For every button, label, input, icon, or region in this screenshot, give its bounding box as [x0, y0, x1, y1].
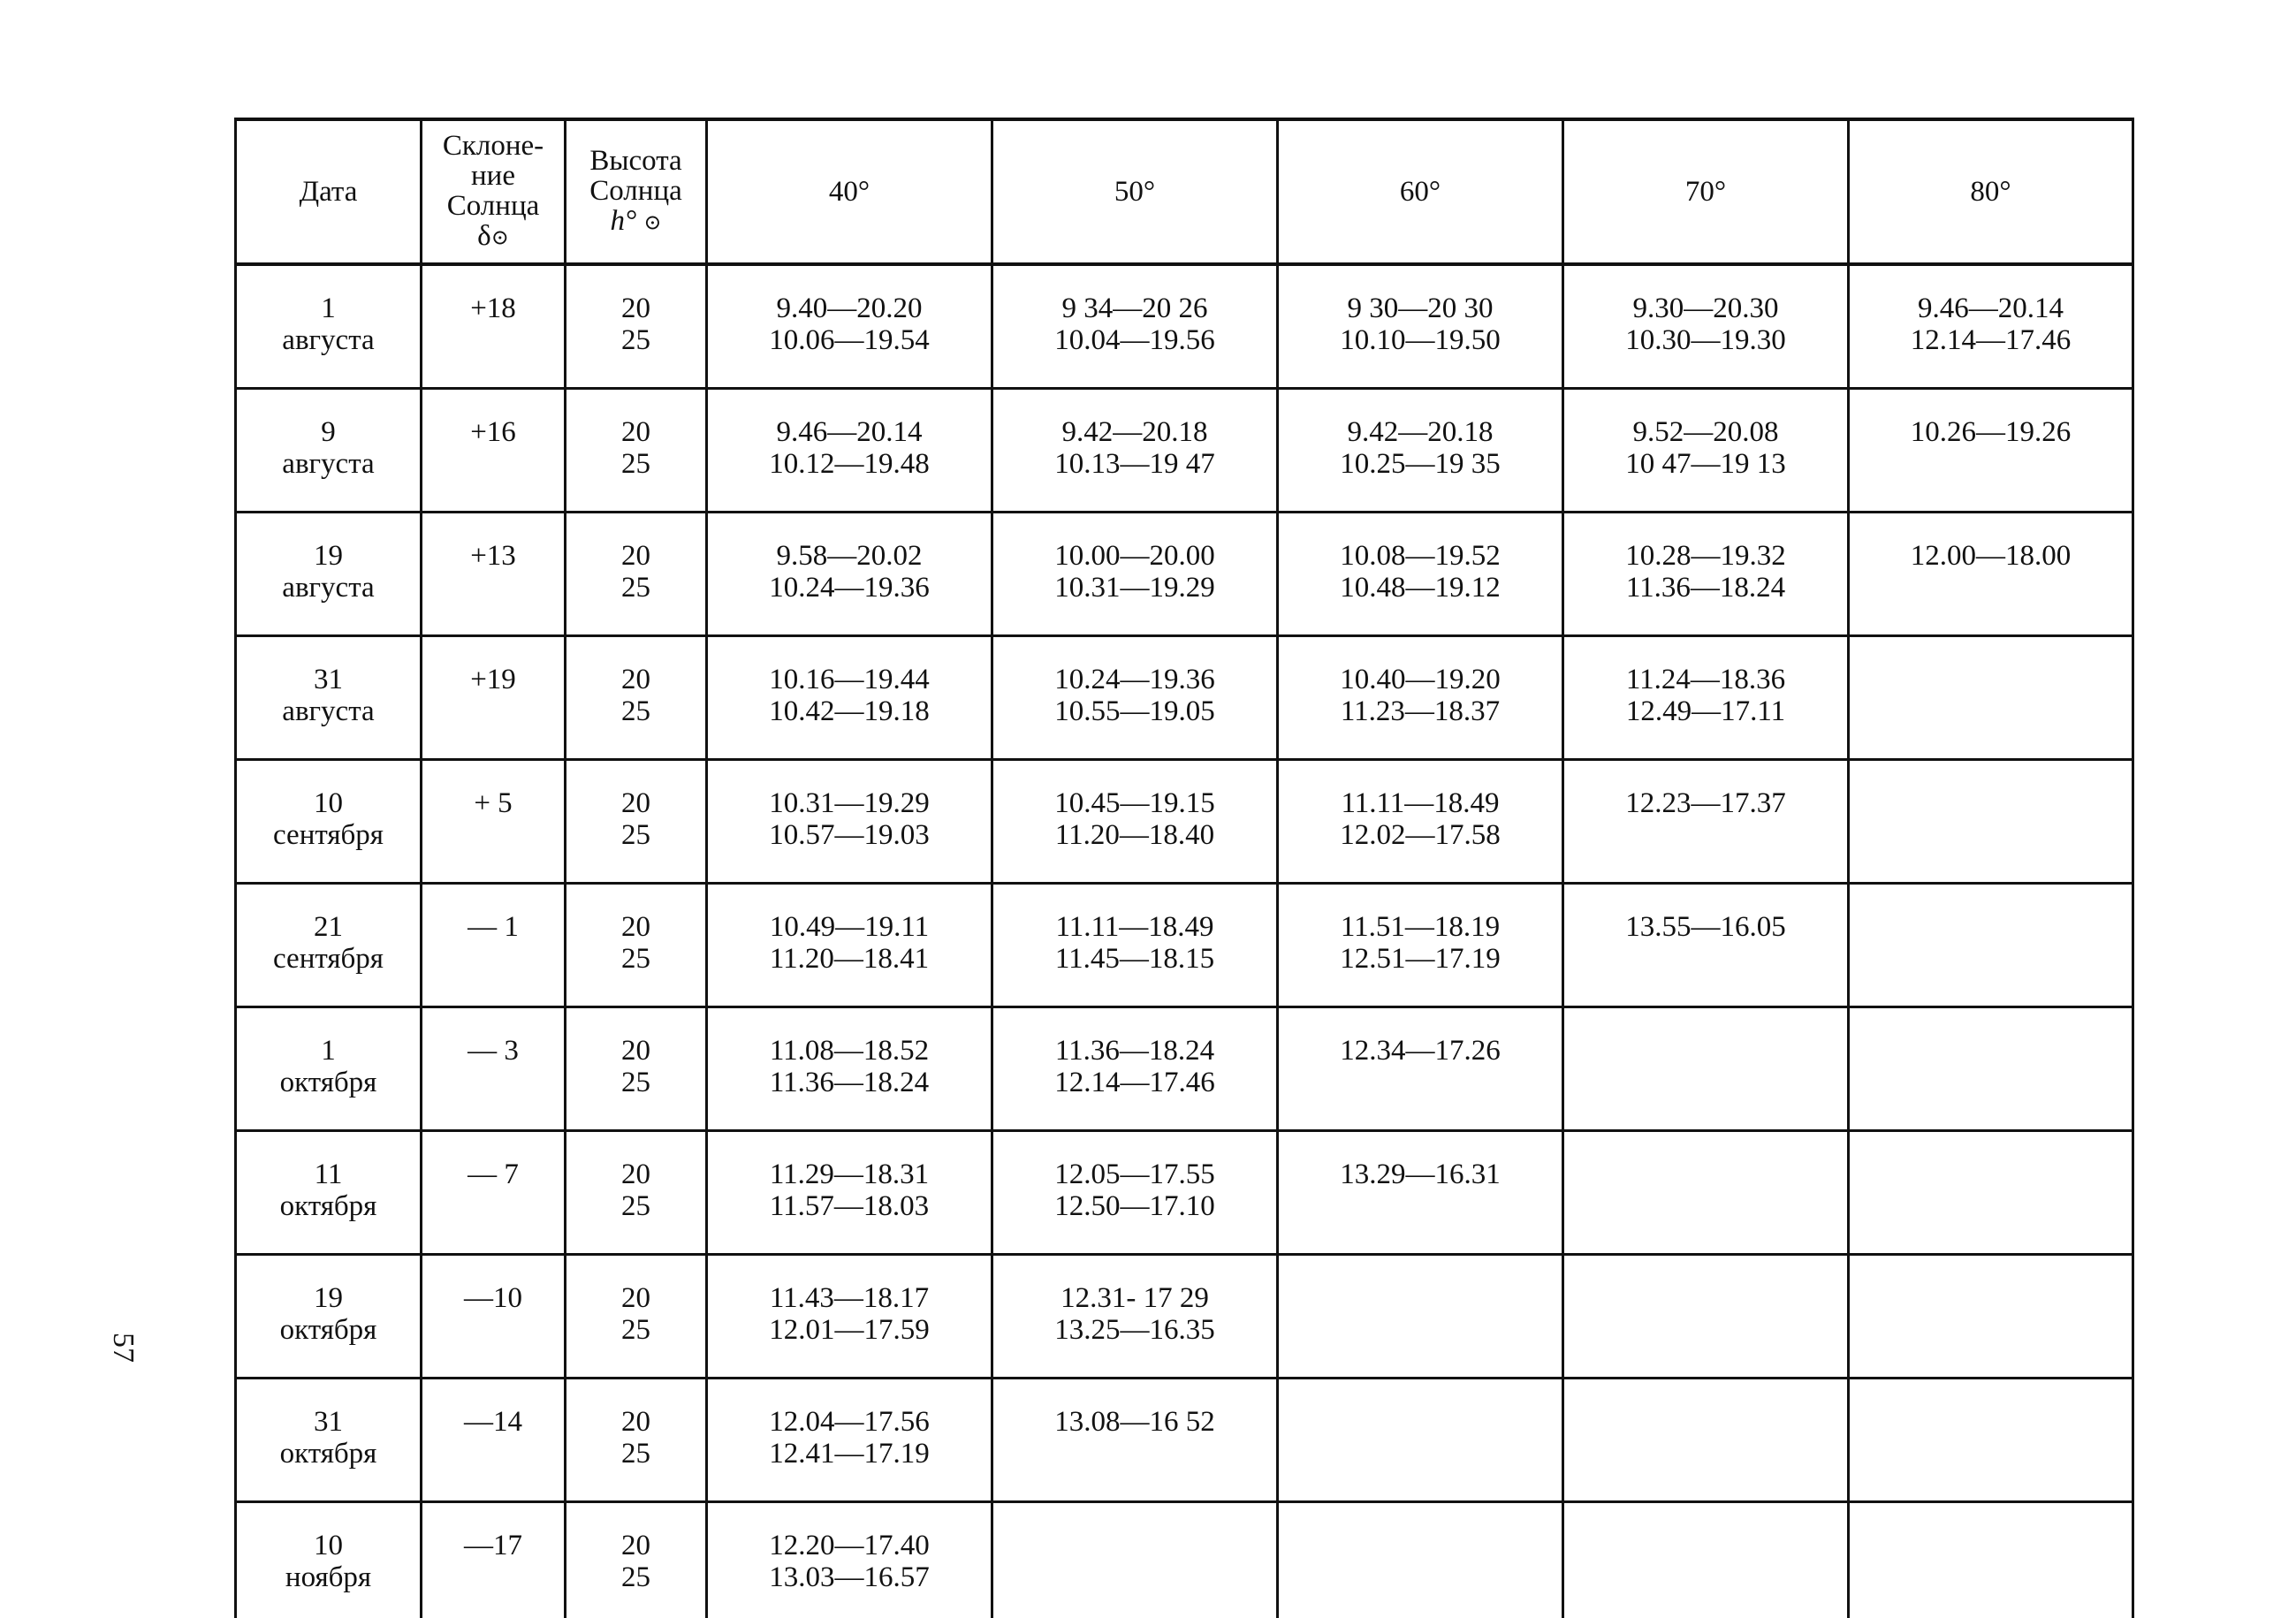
time-range-cell	[707, 513, 992, 636]
sun-height-cell	[566, 1502, 707, 1618]
time-range-cell	[1278, 513, 1563, 636]
time-range-cell	[1849, 636, 2133, 760]
time-range-cell	[1849, 884, 2133, 1007]
page-number: 57	[106, 1333, 140, 1363]
time-range-cell-line: 9.30—20.30	[1564, 292, 1847, 324]
time-range-cell-line: 10.26—19.26	[1850, 416, 2132, 448]
time-range-cell	[992, 1255, 1278, 1379]
header-declination	[422, 119, 566, 264]
date-cell-line: 31	[237, 664, 420, 695]
header-date	[236, 119, 422, 264]
time-range-cell-line: 11.57—18.03	[708, 1190, 991, 1222]
date-cell-line: октября	[237, 1067, 420, 1098]
sun-height-cell-line: 20	[566, 1530, 705, 1561]
time-range-cell-line: 12.41—17.19	[708, 1438, 991, 1470]
time-range-cell-line: 10.31—19.29	[993, 572, 1276, 604]
declination-cell-line: — 1	[422, 911, 564, 943]
table-row	[236, 1255, 2133, 1379]
time-range-cell-line: 12.20—17.40	[708, 1530, 991, 1561]
date-cell-line: октября	[237, 1314, 420, 1346]
table-row	[236, 1502, 2133, 1618]
table-row	[236, 264, 2133, 389]
date-cell-line: октября	[237, 1438, 420, 1470]
time-range-cell	[992, 1502, 1278, 1618]
sun-symbol: ⊙	[491, 226, 509, 249]
time-range-cell-line: 11.51—18.19	[1279, 911, 1562, 943]
time-range-cell	[1563, 636, 1849, 760]
date-cell	[236, 760, 422, 884]
time-range-cell	[1278, 884, 1563, 1007]
time-range-cell	[1849, 1007, 2133, 1131]
table-row	[236, 760, 2133, 884]
time-range-cell-line: 11.20—18.40	[993, 819, 1276, 851]
time-range-cell-line: 12.50—17.10	[993, 1190, 1276, 1222]
time-range-cell-line: 10.24—19.36	[708, 572, 991, 604]
time-range-cell-line: 9.58—20.02	[708, 540, 991, 572]
time-range-cell	[1563, 1255, 1849, 1379]
declination-symbol: δ	[477, 220, 491, 252]
time-range-cell-line: 12.14—17.46	[993, 1067, 1276, 1098]
sun-height-cell-line: 25	[566, 1190, 705, 1222]
time-range-cell	[707, 1131, 992, 1255]
time-range-cell-line: 11.08—18.52	[708, 1035, 991, 1067]
time-range-cell-line: 12.05—17.55	[993, 1158, 1276, 1190]
time-range-cell	[1278, 1131, 1563, 1255]
time-range-cell	[1563, 760, 1849, 884]
time-range-cell-line: 9.42—20.18	[993, 416, 1276, 448]
time-range-cell	[992, 1131, 1278, 1255]
time-range-cell-line: 12.02—17.58	[1279, 819, 1562, 851]
sun-height-cell-line: 25	[566, 448, 705, 480]
sun-height-cell-line: 20	[566, 1035, 705, 1067]
sun-height-cell	[566, 1255, 707, 1379]
time-range-cell	[707, 760, 992, 884]
sun-height-cell-line: 25	[566, 1561, 705, 1593]
time-range-cell-line: 12.34—17.26	[1279, 1035, 1562, 1067]
sun-height-cell-line: 20	[566, 664, 705, 695]
time-range-cell-line: 12.51—17.19	[1279, 943, 1562, 975]
sun-height-cell	[566, 636, 707, 760]
time-range-cell-line: 11.24—18.36	[1564, 664, 1847, 695]
date-cell-line: 10	[237, 787, 420, 819]
sun-height-cell	[566, 389, 707, 513]
sun-height-cell-line: 20	[566, 1158, 705, 1190]
header-row	[236, 119, 2133, 264]
declination-cell-line: — 7	[422, 1158, 564, 1190]
sun-height-cell-line: 25	[566, 943, 705, 975]
sun-height-cell-line: 20	[566, 1282, 705, 1314]
time-range-cell	[1849, 1502, 2133, 1618]
date-cell-line: октября	[237, 1190, 420, 1222]
declination-cell-line: — 3	[422, 1035, 564, 1067]
time-range-cell	[1563, 264, 1849, 389]
sun-height-cell	[566, 1131, 707, 1255]
sun-height-cell-line: 20	[566, 292, 705, 324]
sun-height-cell	[566, 513, 707, 636]
time-range-cell-line: 12.14—17.46	[1850, 324, 2132, 356]
time-range-cell	[1563, 1379, 1849, 1502]
sun-height-cell	[566, 264, 707, 389]
time-range-cell	[1849, 389, 2133, 513]
sun-height-cell-line: 25	[566, 1438, 705, 1470]
time-range-cell-line: 10.57—19.03	[708, 819, 991, 851]
sun-height-cell-line: 20	[566, 787, 705, 819]
header-sun-height	[566, 119, 707, 264]
header-latitude-80: 80°	[1849, 119, 2133, 264]
time-range-cell	[1563, 513, 1849, 636]
sun-height-cell-line: 25	[566, 819, 705, 851]
time-range-cell-line: 10.13—19 47	[993, 448, 1276, 480]
time-range-cell	[1563, 884, 1849, 1007]
time-range-cell	[1278, 264, 1563, 389]
time-range-cell-line: 13.55—16.05	[1564, 911, 1847, 943]
header-height-line-3	[566, 206, 705, 238]
time-range-cell-line: 12.31- 17 29	[993, 1282, 1276, 1314]
date-cell-line: августа	[237, 448, 420, 480]
time-range-cell-line: 11.11—18.49	[993, 911, 1276, 943]
sun-height-cell	[566, 1379, 707, 1502]
sun-height-cell-line: 25	[566, 1067, 705, 1098]
date-cell-line: 19	[237, 540, 420, 572]
time-range-cell-line: 13.29—16.31	[1279, 1158, 1562, 1190]
sun-height-cell-line: 20	[566, 416, 705, 448]
date-cell-line: 19	[237, 1282, 420, 1314]
time-range-cell	[1278, 760, 1563, 884]
date-cell	[236, 513, 422, 636]
time-range-cell	[1849, 264, 2133, 389]
header-latitude-50: 50°	[992, 119, 1278, 264]
declination-cell-line: —10	[422, 1282, 564, 1314]
date-cell-line: 9	[237, 416, 420, 448]
time-range-cell	[992, 1379, 1278, 1502]
sun-height-cell-line: 20	[566, 911, 705, 943]
declination-cell	[422, 760, 566, 884]
time-range-cell	[1849, 513, 2133, 636]
time-range-cell	[1849, 1255, 2133, 1379]
date-cell-line: 21	[237, 911, 420, 943]
time-range-cell-line: 10.28—19.32	[1564, 540, 1847, 572]
time-range-cell-line: 9 34—20 26	[993, 292, 1276, 324]
date-cell	[236, 1255, 422, 1379]
time-range-cell-line: 10.49—19.11	[708, 911, 991, 943]
time-range-cell-line: 13.08—16 52	[993, 1406, 1276, 1438]
time-range-cell-line: 11.45—18.15	[993, 943, 1276, 975]
time-range-cell-line: 10.08—19.52	[1279, 540, 1562, 572]
time-range-cell	[992, 636, 1278, 760]
date-cell	[236, 264, 422, 389]
time-range-cell-line: 11.36—18.24	[993, 1035, 1276, 1067]
table-row	[236, 1379, 2133, 1502]
time-range-cell-line: 10.31—19.29	[708, 787, 991, 819]
declination-cell-line: +18	[422, 292, 564, 324]
header-declination-line-3: Солнца	[422, 191, 564, 221]
table-row	[236, 513, 2133, 636]
date-cell-line: сентября	[237, 943, 420, 975]
time-range-cell	[992, 513, 1278, 636]
declination-cell-line: +19	[422, 664, 564, 695]
time-range-cell	[1278, 1502, 1563, 1618]
sun-height-cell	[566, 1007, 707, 1131]
time-range-cell-line: 12.01—17.59	[708, 1314, 991, 1346]
time-range-cell-line: 11.20—18.41	[708, 943, 991, 975]
declination-cell-line: + 5	[422, 787, 564, 819]
table-body	[236, 264, 2133, 1618]
time-range-cell-line: 13.25—16.35	[993, 1314, 1276, 1346]
time-range-cell	[1278, 389, 1563, 513]
time-range-cell-line: 9.46—20.14	[1850, 292, 2132, 324]
time-range-cell	[992, 1007, 1278, 1131]
header-declination-line-2: ние	[422, 161, 564, 191]
date-cell-line: августа	[237, 324, 420, 356]
time-range-cell-line: 10.48—19.12	[1279, 572, 1562, 604]
time-range-cell-line: 10.04—19.56	[993, 324, 1276, 356]
table-row	[236, 389, 2133, 513]
date-cell-line: ноября	[237, 1561, 420, 1593]
date-cell	[236, 1131, 422, 1255]
time-range-cell-line: 9.40—20.20	[708, 292, 991, 324]
header-height-line-2: Солнца	[566, 176, 705, 206]
date-cell	[236, 884, 422, 1007]
date-cell	[236, 636, 422, 760]
header-latitude-60: 60°	[1278, 119, 1563, 264]
date-cell-line: 11	[237, 1158, 420, 1190]
time-range-cell	[707, 389, 992, 513]
time-range-cell-line: 11.29—18.31	[708, 1158, 991, 1190]
time-range-cell-line: 12.49—17.11	[1564, 695, 1847, 727]
time-range-cell-line: 9 30—20 30	[1279, 292, 1562, 324]
time-range-cell-line: 10.42—19.18	[708, 695, 991, 727]
time-range-cell	[1278, 636, 1563, 760]
declination-cell-line: +13	[422, 540, 564, 572]
declination-cell	[422, 1131, 566, 1255]
sun-height-cell-line: 25	[566, 572, 705, 604]
header-latitude-70: 70°	[1563, 119, 1849, 264]
date-cell	[236, 1502, 422, 1618]
sun-height-cell-line: 25	[566, 324, 705, 356]
time-range-cell-line: 9.42—20.18	[1279, 416, 1562, 448]
declination-cell	[422, 1255, 566, 1379]
declination-cell	[422, 513, 566, 636]
time-range-cell-line: 10.25—19 35	[1279, 448, 1562, 480]
declination-cell-line: —14	[422, 1406, 564, 1438]
header-height-line-1: Высота	[566, 146, 705, 176]
time-range-cell	[707, 884, 992, 1007]
time-range-cell-line: 11.36—18.24	[708, 1067, 991, 1098]
time-range-cell	[1563, 1131, 1849, 1255]
sun-height-cell-line: 25	[566, 695, 705, 727]
date-cell-line: 1	[237, 292, 420, 324]
sun-height-cell-line: 20	[566, 540, 705, 572]
time-range-cell	[1849, 1379, 2133, 1502]
date-cell	[236, 1007, 422, 1131]
header-declination-line-4	[422, 221, 564, 253]
time-range-cell-line: 10.55—19.05	[993, 695, 1276, 727]
time-range-cell-line: 10 47—19 13	[1564, 448, 1847, 480]
time-range-cell	[992, 264, 1278, 389]
sun-height-cell	[566, 884, 707, 1007]
time-range-cell-line: 10.24—19.36	[993, 664, 1276, 695]
sun-symbol: ⊙	[643, 211, 661, 234]
time-range-cell-line: 10.10—19.50	[1279, 324, 1562, 356]
time-range-cell	[992, 760, 1278, 884]
sun-visibility-table-container	[234, 118, 2134, 1618]
declination-cell	[422, 389, 566, 513]
date-cell-line: августа	[237, 695, 420, 727]
time-range-cell	[1849, 760, 2133, 884]
date-cell	[236, 1379, 422, 1502]
time-range-cell-line: 11.11—18.49	[1279, 787, 1562, 819]
time-range-cell-line: 11.36—18.24	[1564, 572, 1847, 604]
time-range-cell-line: 11.43—18.17	[708, 1282, 991, 1314]
declination-cell	[422, 1007, 566, 1131]
time-range-cell-line: 9.52—20.08	[1564, 416, 1847, 448]
date-cell-line: 31	[237, 1406, 420, 1438]
date-cell-line: сентября	[237, 819, 420, 851]
header-latitude-40: 40°	[707, 119, 992, 264]
time-range-cell	[1563, 1502, 1849, 1618]
time-range-cell-line: 10.30—19.30	[1564, 324, 1847, 356]
date-cell-line: августа	[237, 572, 420, 604]
sun-height-cell-line: 20	[566, 1406, 705, 1438]
time-range-cell	[1278, 1379, 1563, 1502]
time-range-cell	[707, 1502, 992, 1618]
time-range-cell-line: 10.06—19.54	[708, 324, 991, 356]
time-range-cell-line: 10.12—19.48	[708, 448, 991, 480]
time-range-cell-line: 12.23—17.37	[1564, 787, 1847, 819]
declination-cell	[422, 636, 566, 760]
declination-cell	[422, 884, 566, 1007]
table-row	[236, 884, 2133, 1007]
declination-cell	[422, 1379, 566, 1502]
time-range-cell-line: 10.40—19.20	[1279, 664, 1562, 695]
date-cell	[236, 389, 422, 513]
table-row	[236, 1007, 2133, 1131]
time-range-cell-line: 13.03—16.57	[708, 1561, 991, 1593]
date-cell-line: 1	[237, 1035, 420, 1067]
sun-height-cell	[566, 760, 707, 884]
declination-cell-line: +16	[422, 416, 564, 448]
time-range-cell	[1849, 1131, 2133, 1255]
header-declination-line-1: Склоне-	[422, 131, 564, 161]
time-range-cell	[992, 389, 1278, 513]
time-range-cell-line: 12.00—18.00	[1850, 540, 2132, 572]
time-range-cell-line: 9.46—20.14	[708, 416, 991, 448]
time-range-cell	[1278, 1255, 1563, 1379]
sun-visibility-table	[234, 118, 2134, 1618]
time-range-cell	[707, 1255, 992, 1379]
time-range-cell	[707, 1007, 992, 1131]
declination-cell-line: —17	[422, 1530, 564, 1561]
time-range-cell-line: 10.45—19.15	[993, 787, 1276, 819]
time-range-cell	[707, 1379, 992, 1502]
declination-cell	[422, 1502, 566, 1618]
time-range-cell	[707, 264, 992, 389]
height-symbol: h°	[610, 205, 636, 237]
date-cell-line: 10	[237, 1530, 420, 1561]
time-range-cell-line: 10.16—19.44	[708, 664, 991, 695]
declination-cell	[422, 264, 566, 389]
time-range-cell-line: 11.23—18.37	[1279, 695, 1562, 727]
table-row	[236, 1131, 2133, 1255]
header-date-label: Дата	[237, 177, 420, 207]
time-range-cell	[992, 884, 1278, 1007]
time-range-cell	[707, 636, 992, 760]
table-row	[236, 636, 2133, 760]
time-range-cell-line: 10.00—20.00	[993, 540, 1276, 572]
time-range-cell-line: 12.04—17.56	[708, 1406, 991, 1438]
time-range-cell	[1563, 389, 1849, 513]
time-range-cell	[1278, 1007, 1563, 1131]
sun-height-cell-line: 25	[566, 1314, 705, 1346]
time-range-cell	[1563, 1007, 1849, 1131]
